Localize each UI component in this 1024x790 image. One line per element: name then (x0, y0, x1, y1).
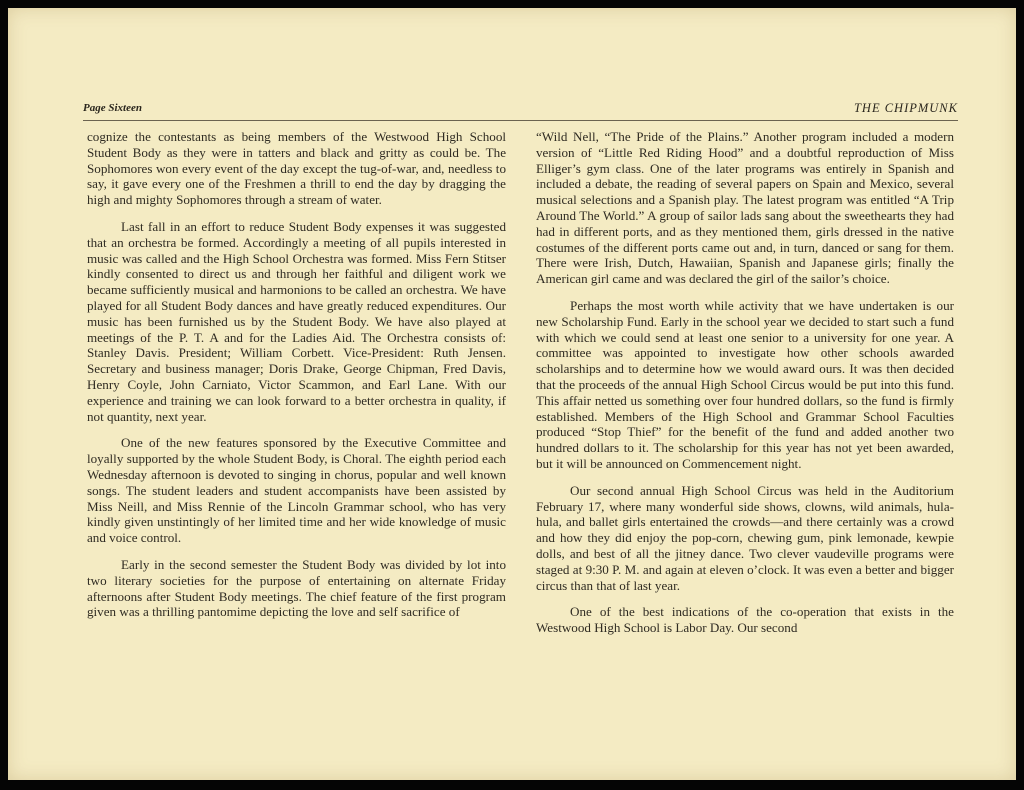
paragraph-scholarship-fund: Perhaps the most worth while activity that we have undertaken is our new Scholarship Fund. Early in the school year we decided to start such a fund with which we could send at least one senior to a university for one year. A committee was appointed to investigate how other schools awarded scholarships and to determine how we would award ours. It was then decided that the proceeds of the annual High School Circus would be put into this fund. This affair netted us something over four hundred dollars, so the fund is firmly established. Members of the High School and Grammar School Faculties produced “Stop Thief” for the benefit of the fund and added another two hundred dollars to it. The scholarship for this year has not yet been awarded, but it will be announced on Commencement night. (536, 297, 954, 471)
paragraph-circus: Our second annual High School Circus was held in the Auditorium February 17, where many wonderful side shows, clowns, wild animals, hula-hula, and ballet girls entertained the crowds—and there certainly was a crowd and how they did enjoy the pop-corn, chewing gum, pink lemonade, kewpie dolls, and best of all the jitney dance. Two clever vaudeville programs were staged at 9:30 P. M. and again at eleven o’clock. It was even a better and bigger circus than that of last year. (536, 482, 954, 593)
running-head (83, 102, 958, 121)
left-column (87, 129, 506, 620)
paragraph-orchestra: Last fall in an effort to reduce Student Body expenses it was suggested that an orchestra be formed. Accordingly a meeting of all pupils interested in music was called and the High School Orchestra was formed. Miss Fern Stitser kindly consented to direct us and through her faithful and diligent work we became sufficiently musical and harmonions to be called an orchestra. We have played for all Student Body dances and have greatly reduced expenditures. Our music has been furnished us by the Student Body. We have also played at meetings of the P. T. A and for the Ladies Aid. The Orchestra consists of: Stanley Davis. President; William Corbett. Vice-President: Ruth Jensen. Secretary and business manager; Doris Drake, George Chipman, Fred Davis, Henry Coyle, John Carniato, Victor Scammon, and Earl Lane. With our experience and training we can look forward to a better orchestra in quality, if not quantity, next year. (87, 218, 506, 424)
page-number: Page Sixteen (83, 102, 142, 114)
magazine-page (8, 8, 1016, 780)
publication-title: THE CHIPMUNK (853, 101, 958, 115)
paragraph-contestants: cognize the contestants as being members of the Westwood High School Student Body as they were in tatters and black and gritty as could be. The Sophomores won every event of the day except the tug-of-war, and, needless to say, it gave every one of the Freshmen a thrill to end the day by dragging the high and mighty Sophomores through a stream of water. (87, 129, 506, 208)
paragraph-programs: “Wild Nell, “The Pride of the Plains.” Another program included a modern version of “Little Red Riding Hood” and a doubtful reproduction of Miss Elliger’s gym class. One of the later programs was entirely in Spanish and included a debate, the reading of several papers on Spain and Mexico, several musical selections and a Spanish play. The latest program was entitled “A Trip Around The World.” A group of sailor lads sang about the sweethearts they had had in different ports, and as they mentioned them, girls dressed in the native costumes of the different ports came out and, in turn, danced or sang for them. There were Irish, Dutch, Hawaiian, Spanish and Japanese girls; finally the American girl came and was declared the girl of the sailor’s choice. (536, 129, 954, 287)
paragraph-labor-day: One of the best indications of the co-operation that exists in the Westwood High School is Labor Day. Our second (536, 604, 954, 636)
paragraph-choral: One of the new features sponsored by the Executive Committee and loyally supported by the whole Student Body, is Choral. The eighth period each Wednesday afternoon is devoted to singing in chorus, popular and well known songs. The student leaders and student accompanists have been assisted by Miss Neill, and Miss Rennie of the Lincoln Grammar school, who has very kindly given unstintingly of her limited time and her wide knowledge of music and voice control. (87, 435, 506, 546)
right-column (536, 129, 954, 636)
paragraph-literary-societies: Early in the second semester the Student Body was divided by lot into two literary societies for the purpose of entertaining on alternate Friday afternoons after Student Body meetings. The chief feature of the first program given was a thrilling pantomime depicting the love and self sacrifice of (87, 556, 506, 620)
